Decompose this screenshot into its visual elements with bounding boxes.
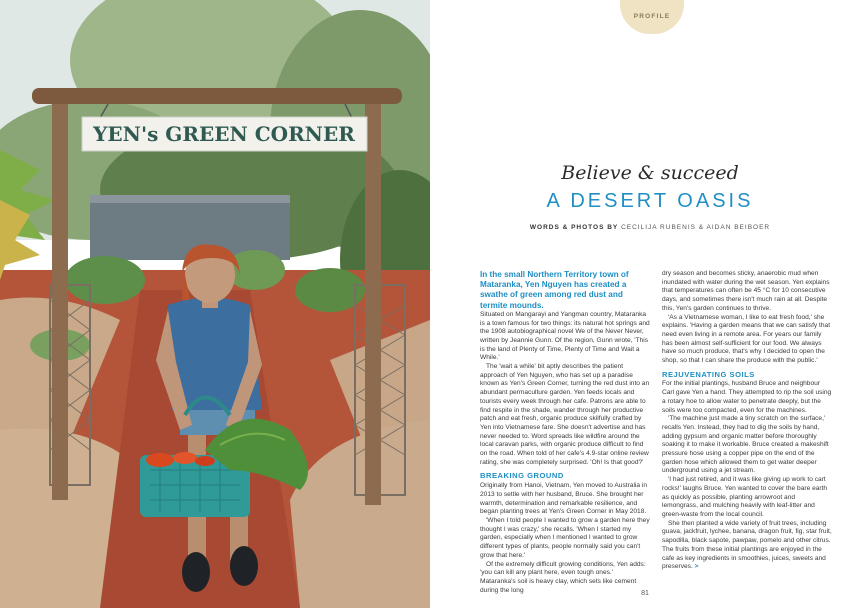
- paragraph: Originally from Hanoi, Vietnam, Yen moved to Australia in 2013 to settle with her husband, Bruce. She brought her warmth, determination and remarkable resilience, and began planting trees at Yen's Green Corner in May 2018.: [480, 482, 648, 516]
- left-post: [52, 100, 68, 500]
- section-label: PROFILE: [633, 13, 671, 20]
- paragraph: The 'wait a while' bit aptly describes the patient approach of Yen Nguyen, who has set up a paradise known as Yen's Green Corner, turning the red dust into an abundant permaculture garden. Yen feeds locals and tourists every week through her cafe. Patrons are able to find respite in the shade, wander through her productive patch and eat fresh, organic produce skilfully crafted by Yen into Vietnamese fare. She doesn't advertise and has never needed to. Word spreads like wildfire around the local caravan parks, with organic produce difficult to find on the road. When told of her cafe's 4.9-star online review rating, she was completely surprised. 'Oh! Is that good?': [480, 363, 650, 466]
- standfirst: In the small Northern Territory town of Mataranka, Yen Nguyen has created a swathe of green among red dust and termite mounds.: [480, 270, 629, 310]
- sign-text: YEN's GREEN CORNER: [93, 122, 355, 146]
- paragraph-text: She then planted a wide variety of fruit trees, including guava, jackfruit, lychee, banana, dragon fruit, fig, star fruit, sapodilla, black sapote, pawpaw, pomelo and other citrus. The fruits from these initial plantings are enjoyed in the cafe as key ingredients in smoothies, juices, sweets and preserves.: [662, 519, 832, 571]
- paragraph: For the initial plantings, husband Bruce and neighbour Carl gave Yen a hand. They attempted to rip the soil using a rotary hoe to allow water to penetrate deeply, but the soils were too compacted, even for the machines.: [662, 380, 832, 414]
- article-column-1: [480, 270, 650, 595]
- article-kicker: Believe & succeed: [561, 162, 739, 184]
- article-headline: A DESERT OASIS: [546, 190, 754, 212]
- right-post: [365, 95, 381, 505]
- byline-prefix: WORDS & PHOTOS BY: [529, 224, 619, 231]
- continue-arrow-icon: >: [694, 563, 699, 571]
- paragraph: [662, 520, 832, 572]
- article-page: [430, 0, 860, 608]
- paragraph: 'I had just retired, and it was like giving up work to cart rocks!' laughs Bruce. Yen wanted to cover the bare earth as quickly as possible, planting arrowroot and lemongrass, and mulching heavily with leaf-litter and green-waste from the local council.: [662, 476, 828, 518]
- paragraph: Situated on Mangarayi and Yangman country, Mataranka is a town famous for two things: its natural hot springs and the 1908 autobiographical novel We of the Never Never, written by Jeannie Gunn. Of the region, Gunn wrote, 'This is the land of Plenty of Time, Plenty of Time and Wait a While.': [480, 310, 650, 362]
- byline: [490, 224, 810, 231]
- paragraph: 'As a Vietnamese woman, I like to eat fresh food,' she explains. 'Having a garden means that we can satisfy that need even living in a remote area. For years our family has been almost self-sufficient for our food. We always have so much produce, that's why I decided to open the shop, so that I can share the produce with the public.': [662, 313, 831, 365]
- paragraph: 'When I told people I wanted to grow a garden here they thought I was crazy,' she recalls. 'When I started my garden, especially when I mentioned I wanted to grow different types of plants, people normally said you can't grow that here.': [480, 516, 650, 559]
- byline-names: CECILIJA RUBENIS & AIDAN BEIBOER: [621, 224, 771, 231]
- paragraph: dry season and becomes sticky, anaerobic mud when inundated with water during the wet season. Yen explains that temperatures can often be 45 °C for 10 consecutive days, and sometimes there isn't much rain at all. Despite this, Yen's garden continues to thrive.: [662, 270, 830, 312]
- subhead-rejuvenating-soils: REJUVENATING SOILS: [662, 369, 755, 379]
- page-number: 81: [641, 590, 649, 597]
- article-column-2: [662, 270, 832, 572]
- top-beam: [32, 88, 402, 104]
- paragraph: 'The machine just made a tiny scratch on the surface,' recalls Yen. Instead, they had to dig the soils by hand, adding gypsum and organic matter before thoroughly soaking it to make it workable. Bruce created a makeshift pressure hose using a copper pipe on the end of the garden hose which allowed them to get water deeper underground using a jet stream.: [662, 415, 829, 475]
- subhead-breaking-ground: BREAKING GROUND: [480, 471, 564, 481]
- paragraph: Of the extremely difficult growing conditions, Yen adds: 'you can kill any plant here, even tough ones.' Mataranka's soil is heavy clay, which sets like cement during the long: [480, 560, 646, 594]
